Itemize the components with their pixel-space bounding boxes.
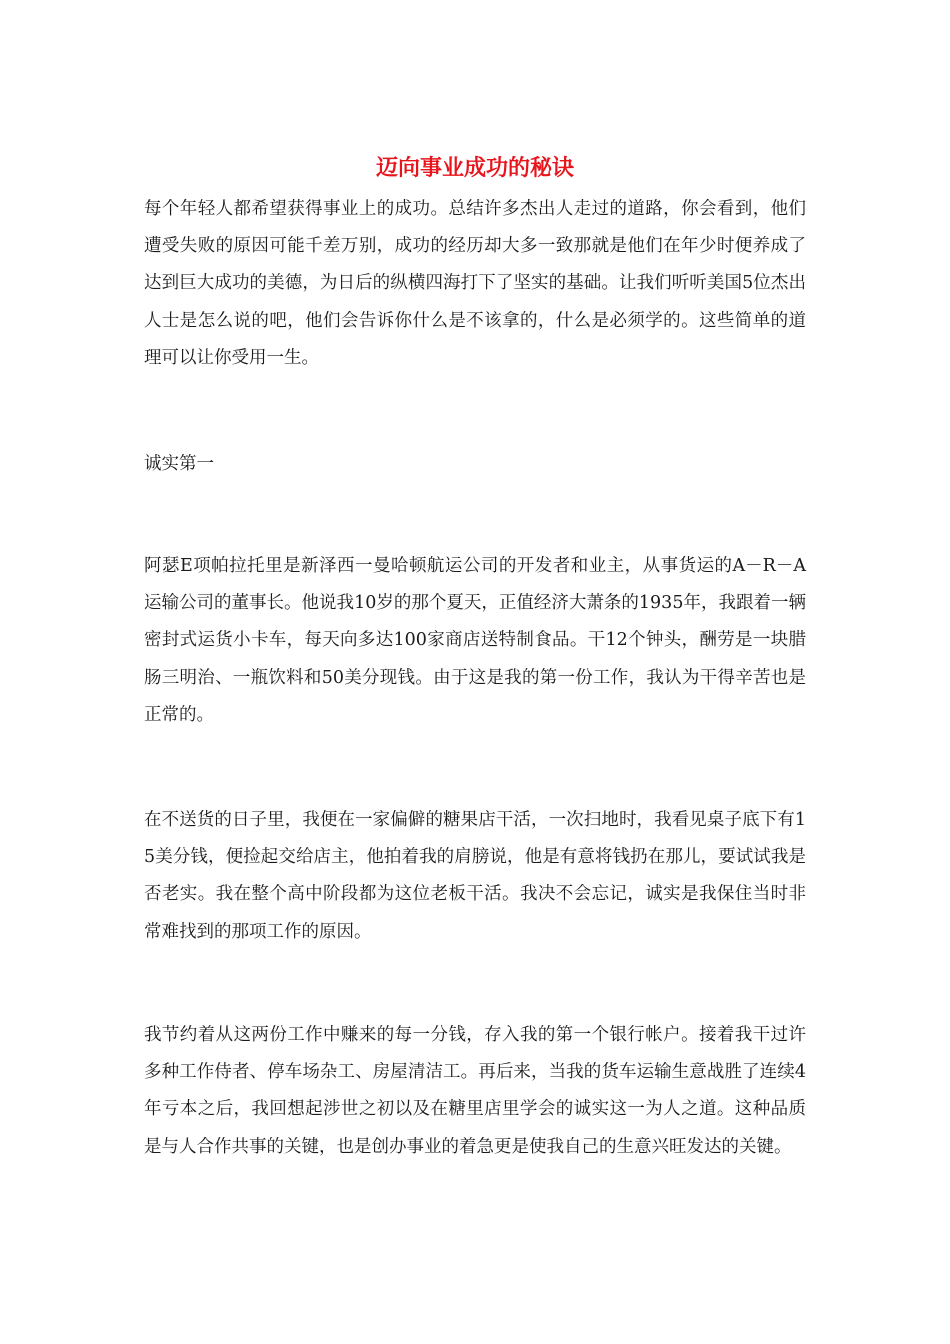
section-heading: 诚实第一 [144,454,214,474]
intro-paragraph: 每个年轻人都希望获得事业上的成功。总结许多杰出人走过的道路，你会看到，他们遭受失败的原因可能千差万别，成功的经历却大多一致那就是他们在年少时便养成了达到巨大成功的美德，为日后的纵横四海打下了坚实的基础。让我们听听美国5位杰出人士是怎么说的吧，他们会告诉你什么是不该拿的，什么是必须学的。这些简单的道理可以让你受用一生。 [144,199,806,368]
document-title: 迈向事业成功的秘诀 [375,155,574,181]
body-paragraph-1: 阿瑟E项帕拉托里是新泽西一曼哈顿航运公司的开发者和业主，从事货运的A－R－A运输公司的董事长。他说我10岁的那个夏天，正值经济大萧条的1935年，我跟着一辆密封式运货小卡车，每天向多达100家商店送特制食品。干12个钟头，酬劳是一块腊肠三明治、一瓶饮料和50美分现钱。由于这是我的第一份工作，我认为干得辛苦也是正常的。 [144,556,806,725]
body-paragraph-2: 在不送货的日子里，我便在一家偏僻的糖果店干活，一次扫地时，我看见桌子底下有15美分钱，便捡起交给店主，他拍着我的肩膀说，他是有意将钱扔在那儿，要试试我是否老实。我在整个高中阶段都为这位老板干活。我决不会忘记，诚实是我保住当时非常难找到的那项工作的原因。 [144,810,806,942]
body-paragraph-3: 我节约着从这两份工作中赚来的每一分钱，存入我的第一个银行帐户。接着我干过许多种工作侍者、停车场杂工、房屋清洁工。再后来，当我的货车运输生意战胜了连续4年亏本之后，我回想起涉世之初以及在糖里店里学会的诚实这一为人之道。这种品质是与人合作共事的关键，也是创办事业的着急更是使我自己的生意兴旺发达的关键。 [144,1025,806,1157]
